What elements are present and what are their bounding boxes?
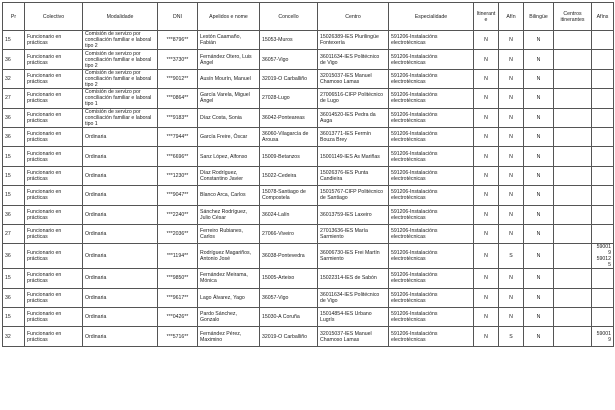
cell-modalidade: Comisión de servizo por conciliación familiar e laboral tipo 2 (83, 69, 158, 88)
cell-bilingue: N (524, 127, 554, 146)
cell-colectivo: Funcionario en prácticas (25, 31, 83, 50)
cell-modalidade: Comisión de servizo por conciliación familiar e laboral tipo 2 (83, 31, 158, 50)
cell-centro: 36006730-IES Frei Martín Sarmiento (318, 244, 389, 269)
cell-itinerante: N (474, 224, 499, 243)
cell-afins (592, 308, 614, 327)
cell-concello: 36060-Vilagarcía de Arousa (260, 127, 318, 146)
cell-afins (592, 69, 614, 88)
cell-afin: N (499, 166, 524, 185)
cell-concello: 32019-O Carballiño (260, 327, 318, 346)
cell-modalidade: Ordinaria (83, 127, 158, 146)
table-row (3, 166, 614, 185)
table-row (3, 288, 614, 307)
cell-apelidos-nome: Lago Álvarez, Yago (198, 288, 260, 307)
cell-modalidade: Comisión de servizo por conciliación familiar e laboral tipo 2 (83, 50, 158, 69)
cell-dni: ***7944** (158, 127, 198, 146)
cell-dni: ***3730** (158, 50, 198, 69)
cell-dni: ***8796** (158, 31, 198, 50)
cell-bilingue: N (524, 308, 554, 327)
header-centros-itinerantes: Centros itinerantes (554, 3, 592, 31)
cell-bilingue: N (524, 186, 554, 205)
cell-colectivo: Funcionario en prácticas (25, 186, 83, 205)
cell-especialidade: 591206-Instalacións electrotécnicas (389, 166, 474, 185)
cell-afin: S (499, 244, 524, 269)
table-row (3, 244, 614, 269)
afin-code: 590125 (596, 256, 611, 269)
cell-afins (592, 269, 614, 288)
cell-afin: N (499, 288, 524, 307)
cell-dni: ***2240** (158, 205, 198, 224)
cell-apelidos-nome: García Freire, Óscar (198, 127, 260, 146)
cell-concello: 27028-Lugo (260, 89, 318, 108)
cell-centros-itinerantes (554, 89, 592, 108)
cell-centros-itinerantes (554, 308, 592, 327)
cell-bilingue: N (524, 244, 554, 269)
cell-bilingue: N (524, 205, 554, 224)
table-row (3, 31, 614, 50)
cell-afins (592, 31, 614, 50)
cell-especialidade: 591206-Instalacións electrotécnicas (389, 50, 474, 69)
cell-pr: 32 (3, 69, 25, 88)
cell-dni: ***2036** (158, 224, 198, 243)
cell-centros-itinerantes (554, 244, 592, 269)
cell-modalidade: Ordinaria (83, 147, 158, 166)
cell-dni: ***9617** (158, 288, 198, 307)
cell-afins (592, 147, 614, 166)
cell-centro: 27006516-CIFP Politécnico de Lugo (318, 89, 389, 108)
cell-especialidade: 591206-Instalacións electrotécnicas (389, 308, 474, 327)
cell-centro: 32015037-IES Manuel Chamoso Lamas (318, 327, 389, 346)
cell-bilingue: N (524, 288, 554, 307)
cell-afins (592, 127, 614, 146)
cell-colectivo: Funcionario en prácticas (25, 127, 83, 146)
cell-afin: N (499, 186, 524, 205)
cell-concello: 15030-A Coruña (260, 308, 318, 327)
table-row (3, 89, 614, 108)
cell-pr: 27 (3, 89, 25, 108)
cell-centros-itinerantes (554, 69, 592, 88)
cell-pr: 36 (3, 50, 25, 69)
cell-centros-itinerantes (554, 127, 592, 146)
cell-modalidade: Ordinaria (83, 327, 158, 346)
cell-afins (592, 50, 614, 69)
cell-centro: 36011634-IES Politécnico de Vigo (318, 50, 389, 69)
cell-dni: ***1230** (158, 166, 198, 185)
cell-dni: ***9850** (158, 269, 198, 288)
cell-apelidos-nome: Pardo Sánchez, Gonzalo (198, 308, 260, 327)
cell-apelidos-nome: Díaz Rodríguez, Constantino Javier (198, 166, 260, 185)
cell-modalidade: Ordinaria (83, 308, 158, 327)
cell-apelidos-nome: Sánchez Rodríguez, Julio César (198, 205, 260, 224)
table-row (3, 147, 614, 166)
cell-afins (592, 89, 614, 108)
cell-modalidade: Ordinaria (83, 166, 158, 185)
cell-bilingue: N (524, 108, 554, 127)
cell-afin: N (499, 31, 524, 50)
cell-modalidade: Comisión de servizo por conciliación familiar e laboral tipo 1 (83, 89, 158, 108)
cell-modalidade: Comisión de servizo por conciliación familiar e laboral tipo 1 (83, 108, 158, 127)
cell-afins (592, 108, 614, 127)
header-apelidos-nome: Apelidos e nome (198, 3, 260, 31)
cell-bilingue: N (524, 269, 554, 288)
cell-colectivo: Funcionario en prácticas (25, 89, 83, 108)
header-pr: Pr (3, 3, 25, 31)
cell-itinerante: N (474, 244, 499, 269)
cell-modalidade: Ordinaria (83, 186, 158, 205)
document-page (2, 2, 613, 347)
cell-modalidade: Ordinaria (83, 244, 158, 269)
cell-especialidade: 591206-Instalacións electrotécnicas (389, 288, 474, 307)
cell-dni: ***0864** (158, 89, 198, 108)
cell-itinerante: N (474, 308, 499, 327)
cell-especialidade: 591206-Instalacións electrotécnicas (389, 244, 474, 269)
cell-itinerante: N (474, 288, 499, 307)
cell-pr: 15 (3, 147, 25, 166)
cell-centros-itinerantes (554, 269, 592, 288)
header-afin: Afín (499, 3, 524, 31)
cell-centro: 32015037-IES Manuel Chamoso Lamas (318, 69, 389, 88)
table-row (3, 127, 614, 146)
cell-afin: N (499, 224, 524, 243)
cell-pr: 15 (3, 166, 25, 185)
cell-itinerante: N (474, 166, 499, 185)
cell-colectivo: Funcionario en prácticas (25, 224, 83, 243)
cell-centros-itinerantes (554, 327, 592, 346)
cell-dni: ***6696** (158, 147, 198, 166)
cell-colectivo: Funcionario en prácticas (25, 288, 83, 307)
cell-concello: 36038-Pontevedra (260, 244, 318, 269)
header-modalidade: Modalidade (83, 3, 158, 31)
cell-afin: S (499, 327, 524, 346)
cell-apelidos-nome: Fernández Meirama, Mónica (198, 269, 260, 288)
cell-apelidos-nome: Díaz Costa, Sonia (198, 108, 260, 127)
cell-afins (592, 327, 614, 346)
cell-centro: 15014854-IES Urbano Lugrís (318, 308, 389, 327)
cell-bilingue: N (524, 89, 554, 108)
cell-afins (592, 288, 614, 307)
cell-colectivo: Funcionario en prácticas (25, 69, 83, 88)
header-colectivo: Colectivo (25, 3, 83, 31)
cell-pr: 15 (3, 308, 25, 327)
cell-itinerante: N (474, 69, 499, 88)
cell-dni: ***1194** (158, 244, 198, 269)
cell-dni: ***0426** (158, 308, 198, 327)
cell-concello: 15005-Arteixo (260, 269, 318, 288)
cell-concello: 15078-Santiago de Compostela (260, 186, 318, 205)
cell-concello: 36057-Vigo (260, 50, 318, 69)
cell-concello: 36057-Vigo (260, 288, 318, 307)
cell-colectivo: Funcionario en prácticas (25, 50, 83, 69)
table-row (3, 108, 614, 127)
cell-pr: 15 (3, 186, 25, 205)
cell-apelidos-nome: Ausín Mourín, Manuel (198, 69, 260, 88)
cell-concello: 15022-Cedeira (260, 166, 318, 185)
cell-centros-itinerantes (554, 205, 592, 224)
cell-afin: N (499, 69, 524, 88)
cell-colectivo: Funcionario en prácticas (25, 166, 83, 185)
cell-especialidade: 591206-Instalacións electrotécnicas (389, 127, 474, 146)
header-bilingue: Bilingüe (524, 3, 554, 31)
cell-especialidade: 591206-Instalacións electrotécnicas (389, 69, 474, 88)
table-row (3, 269, 614, 288)
cell-apelidos-nome: Fernández Pérez, Maximino (198, 327, 260, 346)
cell-afins (592, 166, 614, 185)
cell-pr: 36 (3, 288, 25, 307)
cell-centro: 15022314-IES de Sabón (318, 269, 389, 288)
cell-itinerante: N (474, 205, 499, 224)
cell-pr: 15 (3, 269, 25, 288)
cell-especialidade: 591206-Instalacións electrotécnicas (389, 186, 474, 205)
cell-colectivo: Funcionario en prácticas (25, 269, 83, 288)
cell-pr: 27 (3, 224, 25, 243)
table-header-row (3, 3, 614, 31)
cell-centros-itinerantes (554, 50, 592, 69)
cell-pr: 36 (3, 244, 25, 269)
cell-itinerante: N (474, 31, 499, 50)
cell-pr: 32 (3, 327, 25, 346)
table-row (3, 69, 614, 88)
cell-modalidade: Ordinaria (83, 205, 158, 224)
cell-modalidade: Ordinaria (83, 269, 158, 288)
cell-centros-itinerantes (554, 108, 592, 127)
cell-centros-itinerantes (554, 147, 592, 166)
cell-centros-itinerantes (554, 224, 592, 243)
cell-itinerante: N (474, 89, 499, 108)
afin-code: 590019 (596, 244, 611, 257)
cell-centro: 36013759-IES Laxeiro (318, 205, 389, 224)
cell-colectivo: Funcionario en prácticas (25, 308, 83, 327)
cell-dni: ***5716** (158, 327, 198, 346)
cell-dni: ***9183** (158, 108, 198, 127)
cell-centros-itinerantes (554, 288, 592, 307)
table-row (3, 50, 614, 69)
cell-dni: ***9012** (158, 69, 198, 88)
cell-afins (592, 244, 614, 269)
cell-modalidade: Ordinaria (83, 288, 158, 307)
cell-especialidade: 591206-Instalacións electrotécnicas (389, 89, 474, 108)
cell-concello: 15053-Muros (260, 31, 318, 50)
cell-afin: N (499, 50, 524, 69)
cell-afins (592, 205, 614, 224)
cell-concello: 15009-Betanzos (260, 147, 318, 166)
cell-concello: 36024-Lalín (260, 205, 318, 224)
cell-dni: ***9047** (158, 186, 198, 205)
cell-centro: 36011634-IES Politécnico de Vigo (318, 288, 389, 307)
cell-centro: 36014520-IES Pedra da Auga (318, 108, 389, 127)
cell-colectivo: Funcionario en prácticas (25, 244, 83, 269)
cell-centro: 15001149-IES As Mariñas (318, 147, 389, 166)
header-centro: Centro (318, 3, 389, 31)
cell-itinerante: N (474, 108, 499, 127)
cell-especialidade: 591206-Instalacións electrotécnicas (389, 31, 474, 50)
cell-centro: 36013771-IES Fermín Bouza Brey (318, 127, 389, 146)
assignments-table (2, 2, 614, 347)
cell-especialidade: 591206-Instalacións electrotécnicas (389, 327, 474, 346)
cell-bilingue: N (524, 224, 554, 243)
cell-afin: N (499, 89, 524, 108)
cell-centro: 15026376-IES Punta Candieira (318, 166, 389, 185)
cell-concello: 36042-Ponteareas (260, 108, 318, 127)
cell-apelidos-nome: Ferreiro Rubianes, Carlos (198, 224, 260, 243)
afin-code: 590019 (596, 330, 611, 343)
cell-bilingue: N (524, 69, 554, 88)
cell-centros-itinerantes (554, 186, 592, 205)
cell-itinerante: N (474, 327, 499, 346)
cell-itinerante: N (474, 50, 499, 69)
cell-apelidos-nome: García Varela, Miguel Ángel (198, 89, 260, 108)
cell-centros-itinerantes (554, 166, 592, 185)
cell-afin: N (499, 108, 524, 127)
cell-itinerante: N (474, 269, 499, 288)
cell-bilingue: N (524, 147, 554, 166)
cell-pr: 36 (3, 127, 25, 146)
cell-colectivo: Funcionario en prácticas (25, 147, 83, 166)
cell-afins (592, 186, 614, 205)
cell-bilingue: N (524, 327, 554, 346)
cell-especialidade: 591206-Instalacións electrotécnicas (389, 108, 474, 127)
cell-centro: 15015767-CIFP Politécnico de Santiago (318, 186, 389, 205)
cell-apelidos-nome: Fernández Otero, Luis Ángel (198, 50, 260, 69)
cell-pr: 36 (3, 108, 25, 127)
cell-especialidade: 591206-Instalacións electrotécnicas (389, 147, 474, 166)
cell-colectivo: Funcionario en prácticas (25, 327, 83, 346)
cell-centros-itinerantes (554, 31, 592, 50)
cell-especialidade: 591206-Instalacións electrotécnicas (389, 224, 474, 243)
cell-apelidos-nome: Lestón Caamaño, Fabián (198, 31, 260, 50)
cell-afin: N (499, 205, 524, 224)
cell-colectivo: Funcionario en prácticas (25, 108, 83, 127)
cell-afins (592, 224, 614, 243)
cell-afin: N (499, 147, 524, 166)
cell-bilingue: N (524, 166, 554, 185)
cell-apelidos-nome: Sanz López, Alfonso (198, 147, 260, 166)
cell-pr: 15 (3, 31, 25, 50)
cell-centro: 27013636-IES María Sarmiento (318, 224, 389, 243)
cell-concello: 32019-O Carballiño (260, 69, 318, 88)
cell-especialidade: 591206-Instalacións electrotécnicas (389, 205, 474, 224)
header-itinerante: Itinerante (474, 3, 499, 31)
cell-centro: 15026389-IES Plurilingüe Fontexería (318, 31, 389, 50)
table-row (3, 186, 614, 205)
cell-colectivo: Funcionario en prácticas (25, 205, 83, 224)
cell-concello: 27066-Viveiro (260, 224, 318, 243)
cell-apelidos-nome: Rodríguez Magariños, Antonio José (198, 244, 260, 269)
cell-pr: 36 (3, 205, 25, 224)
header-afins: Afíns (592, 3, 614, 31)
table-row (3, 308, 614, 327)
cell-bilingue: N (524, 31, 554, 50)
header-especialidade: Especialidade (389, 3, 474, 31)
cell-itinerante: N (474, 127, 499, 146)
header-concello: Concello (260, 3, 318, 31)
cell-itinerante: N (474, 186, 499, 205)
cell-bilingue: N (524, 50, 554, 69)
cell-itinerante: N (474, 147, 499, 166)
table-row (3, 327, 614, 346)
header-dni: DNI (158, 3, 198, 31)
table-row (3, 224, 614, 243)
cell-afin: N (499, 269, 524, 288)
cell-afin: N (499, 308, 524, 327)
cell-apelidos-nome: Blanco Arca, Carlos (198, 186, 260, 205)
cell-afin: N (499, 127, 524, 146)
cell-especialidade: 591206-Instalacións electrotécnicas (389, 269, 474, 288)
cell-modalidade: Ordinaria (83, 224, 158, 243)
table-row (3, 205, 614, 224)
